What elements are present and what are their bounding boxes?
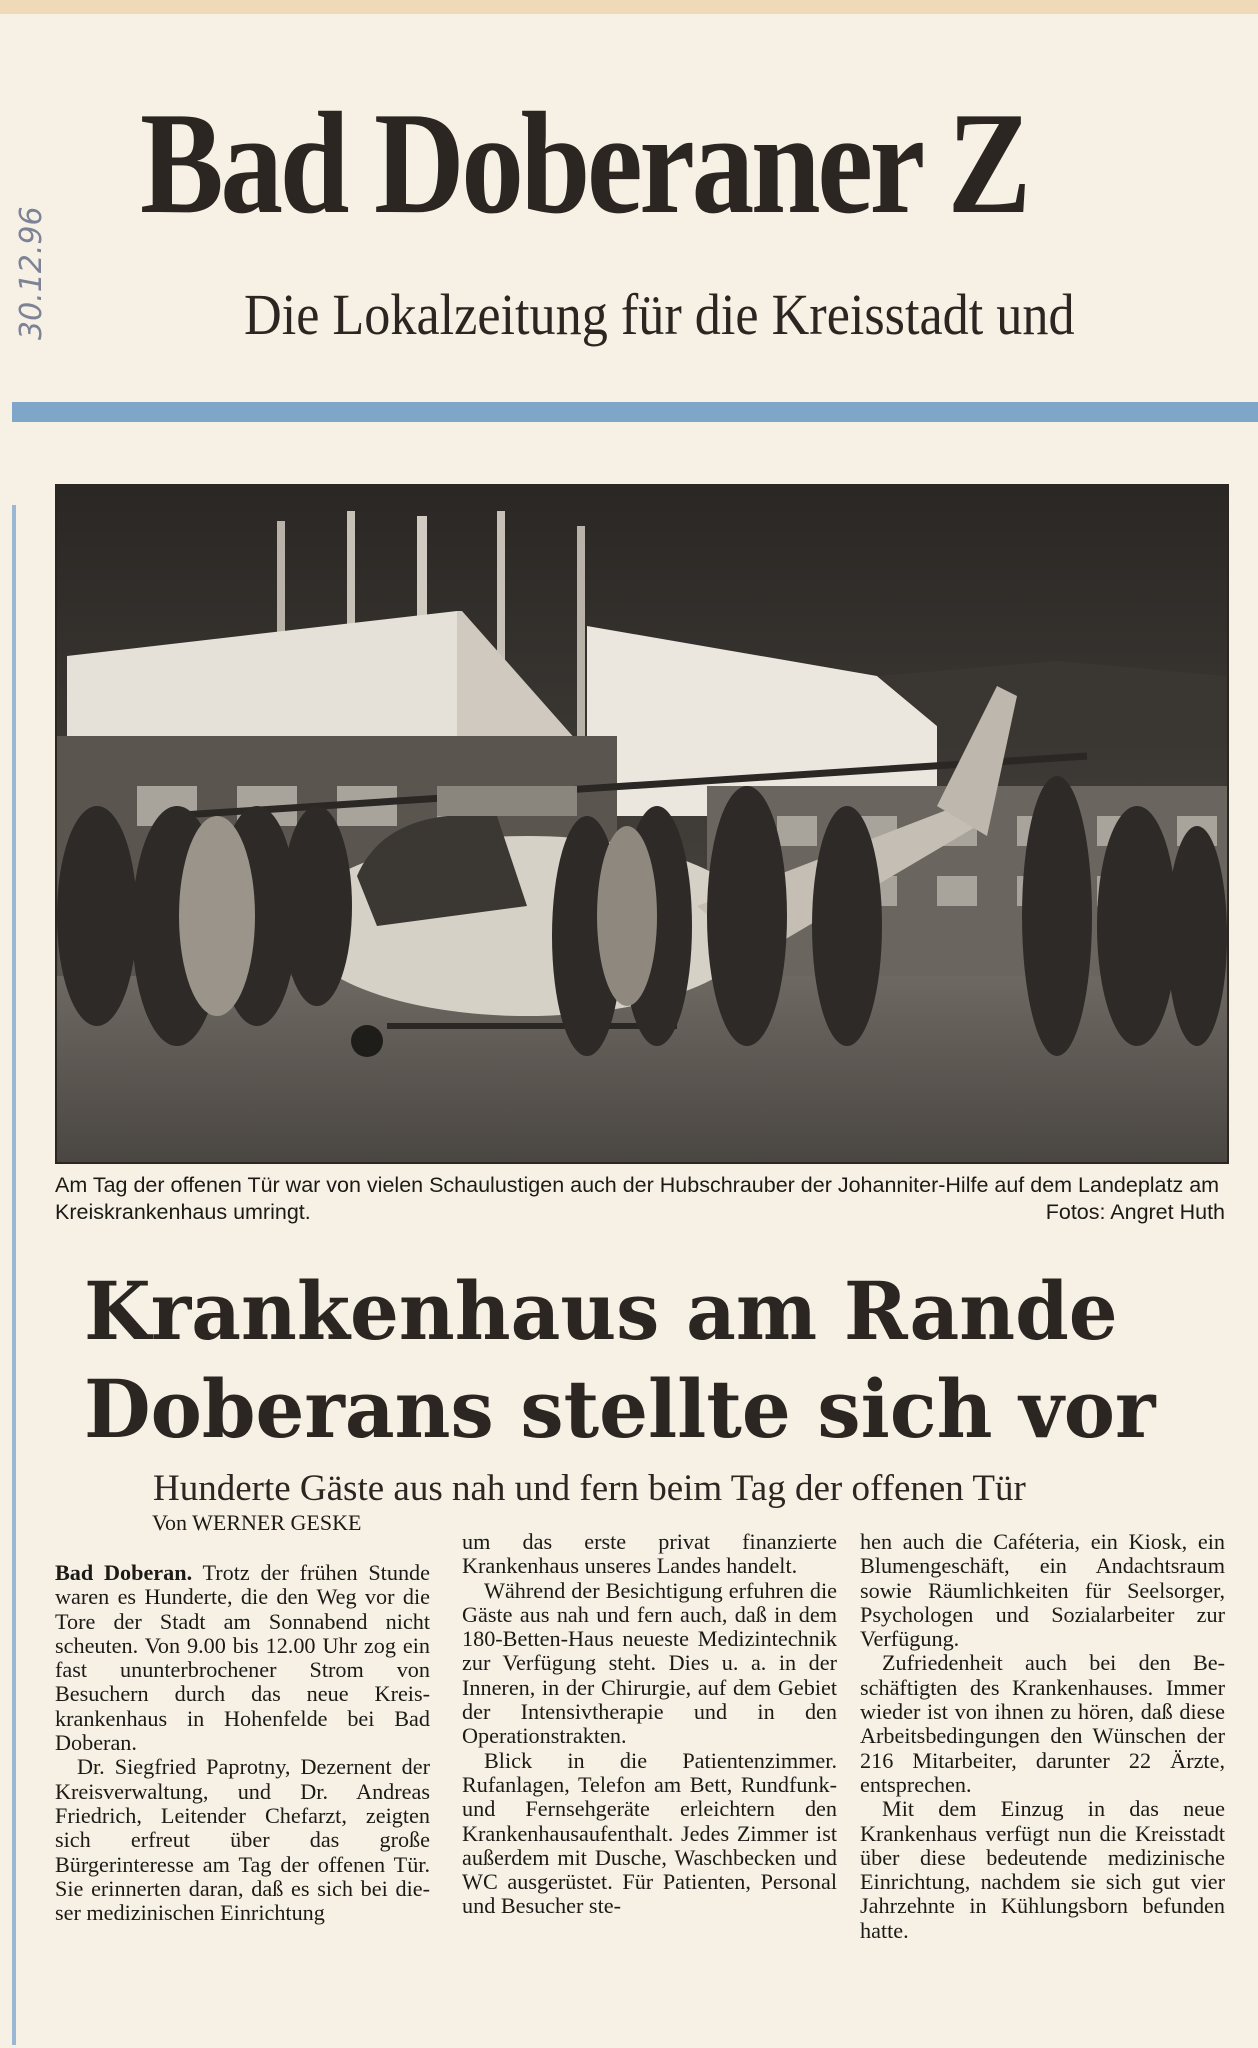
photo-credit: Fotos: Angret Huth bbox=[1045, 1200, 1225, 1224]
paragraph-text: Trotz der frühen Stunde waren es Hunderte, die den Weg vor die Tore der Stadt am Sonnabend nicht scheuten. Von 9.00 bis 12.00 Uhr zog ein fast ununterbrochener Strom von Besuchern durch das neue Kreiskrankenhaus in Hohenfelde bei Bad Doberan. bbox=[55, 1560, 430, 1756]
handwritten-date: 30.12.96 bbox=[14, 206, 49, 340]
article-headline bbox=[84, 1262, 1155, 1458]
column-edge-line bbox=[12, 505, 16, 2045]
article-column-3 bbox=[860, 1530, 1225, 1943]
paragraph: Dr. Siegfried Paprotny, Dezernent der Kreisverwaltung, und Dr. Andreas Friedrich, Leitender Chefarzt, zeigten sich erfreut über das große Bürgerinteresse am Tag der offenen Tür. Sie erinnerten daran, daß es sich bei dieser medizinischen Einrichtung bbox=[55, 1754, 430, 1926]
article-column-2 bbox=[462, 1530, 837, 1919]
helicopter-photo-illustration bbox=[57, 486, 1227, 1162]
masthead-subtitle: Die Lokalzeitung für die Kreisstadt und bbox=[244, 282, 1075, 347]
paragraph bbox=[55, 1561, 430, 1755]
article-byline: Von WERNER GESKE bbox=[152, 1510, 362, 1535]
paragraph: hen auch die Caféteria, ein Kiosk, ein Blumengeschäft, ein Andachtsraum sowie Räumlichkeiten für Seelsorger, Psychologen und Sozialarbeiter zur Verfügung. bbox=[860, 1529, 1225, 1652]
article-column-1 bbox=[55, 1561, 430, 1925]
article-subheadline: Hunderte Gäste aus nah und fern beim Tag der offenen Tür bbox=[153, 1468, 1026, 1509]
helicopter-photo bbox=[55, 484, 1229, 1164]
paragraph: Mit dem Einzug in das neue Krankenhaus verfügt nun die Kreisstadt über diese bedeutende medizinische Einrichtung, nachdem sie sich gut vier Jahrzehnte in Kühlungsborn befunden hatte. bbox=[860, 1796, 1225, 1943]
masthead-title: Bad Doberaner Z bbox=[140, 82, 1028, 244]
headline-line-2: Doberans stellte sich vor bbox=[84, 1362, 1156, 1456]
clipping-top-edge bbox=[0, 0, 1258, 14]
photo-caption bbox=[55, 1172, 1225, 1226]
paragraph: um das erste privat finanzierte Krankenhaus unseres Landes handelt. bbox=[462, 1529, 837, 1579]
paragraph: Zufriedenheit auch bei den Beschäftigten des Krankenhauses. Immer wieder ist von ihnen zu hören, daß diese Arbeitsbedingungen den Wünschen der 216 Mitarbeiter, darunter 22 Ärzte, entsprechen. bbox=[860, 1650, 1225, 1797]
paragraph: Während der Besichtigung erfuhren die Gäste aus nah und fern auch, daß in dem 180-Betten-Haus neueste Medizintechnik zur Verfügung steht. Dies u. a. in der Inneren, in der Chirurgie, auf dem Gebiet der Intensivtherapie und in den Operationstrakten. bbox=[462, 1577, 837, 1749]
masthead-blue-rule bbox=[12, 402, 1258, 422]
paragraph: Blick in die Patientenzimmer. Rufanlagen, Telefon am Bett, Rundfunk- und Fernsehgeräte erleichtern den Krankenhausaufenthalt. Jedes Zimmer ist außerdem mit Dusche, Waschbecken und WC ausgerüstet. Für Patienten, Personal und Besucher ste- bbox=[462, 1747, 837, 1919]
dateline: Bad Doberan. bbox=[55, 1560, 193, 1585]
headline-line-1: Krankenhaus am Rande bbox=[84, 1264, 1118, 1358]
photo-caption-text: Am Tag der offenen Tür war von vielen Schaulustigen auch der Hubschrauber der Johanniter-Hilfe auf dem Landeplatz am Kreiskrankenhaus umringt. bbox=[55, 1173, 1220, 1224]
